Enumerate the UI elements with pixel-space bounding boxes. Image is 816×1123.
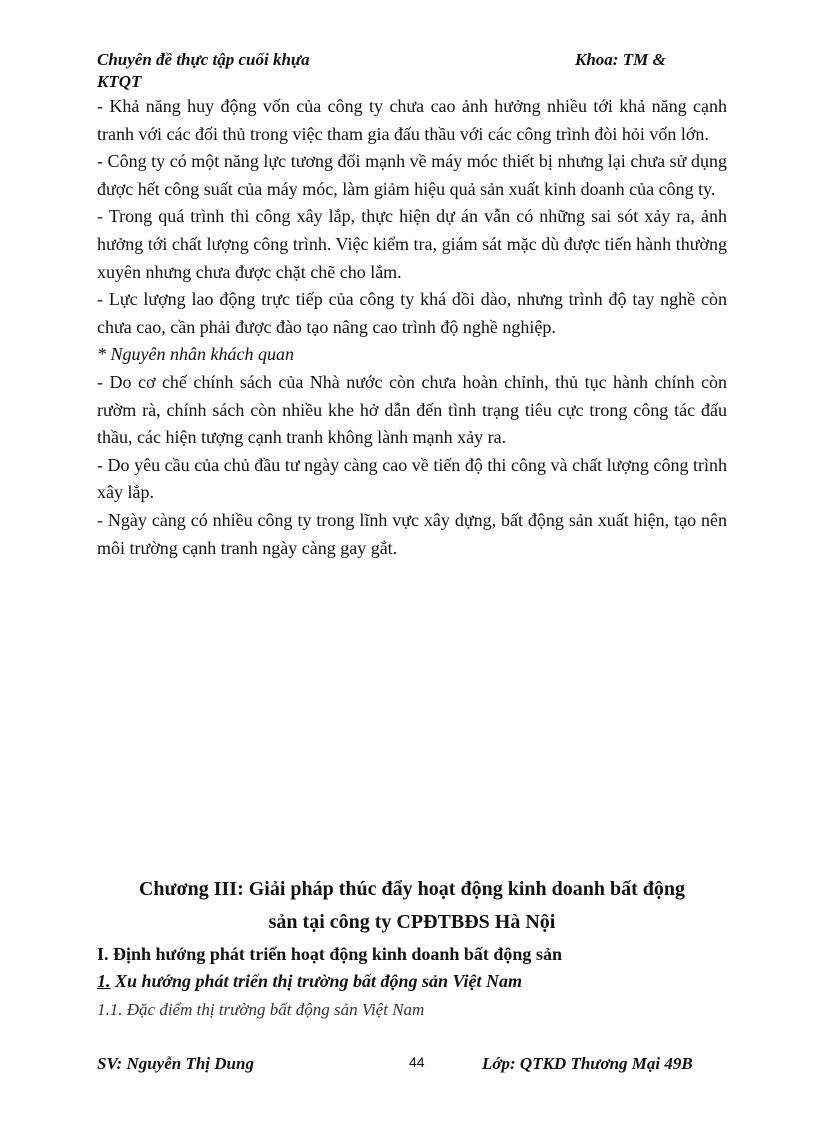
- paragraph: - Khả năng huy động vốn của công ty chưa cao ảnh hưởng nhiều tới khả năng cạnh tranh với các đối thủ trong việc tham gia đấu thầu với các công trình đòi hỏi vốn lớn.: [97, 96, 727, 144]
- paragraph: - Công ty có một năng lực tương đối mạnh về máy móc thiết bị nhưng lại chưa sử dụng được hết công suất của máy móc, làm giảm hiệu quả sản xuất kinh doanh của công ty.: [97, 151, 727, 199]
- footer-student: SV: Nguyễn Thị Dung: [97, 1054, 254, 1073]
- section-heading: I. Định hướng phát triển hoạt động kinh doanh bất động sản: [97, 944, 562, 964]
- paragraph: - Do cơ chế chính sách của Nhà nước còn chưa hoàn chỉnh, thủ tục hành chính còn rườm rà, chính sách còn nhiều khe hở dẫn đến tình trạng tiêu cực trong công tác đấu thầu, các hiện tượng cạnh tranh không lành mạnh xảy ra.: [97, 371, 727, 448]
- header-faculty-continued: KTQT: [97, 72, 142, 91]
- subsection-number: 1.: [97, 971, 111, 991]
- paragraph: - Ngày càng có nhiều công ty trong lĩnh vực xây dựng, bất động sản xuất hiện, tạo nên môi trường cạnh tranh ngày càng gay gắt.: [97, 509, 727, 558]
- subsection-heading: [97, 968, 522, 994]
- paragraph: - Trong quá trình thi công xây lắp, thực hiện dự án vẫn có những sai sót xảy ra, ảnh hưởng tới chất lượng công trình. Việc kiểm tra, giám sát mặc dù được tiến hành thường xuyên nhưng chưa được chặt chẽ cho lắm.: [97, 206, 727, 282]
- subsubsection-heading: 1.1. Đặc điểm thị trường bất động sản Việt Nam: [97, 1000, 425, 1019]
- objective-causes-heading: * Nguyên nhân khách quan: [97, 344, 294, 365]
- subsection-title: Xu hướng phát triển thị trường bất động sản Việt Nam: [110, 971, 523, 991]
- chapter-title: [97, 873, 727, 939]
- header-faculty: Khoa: TM &: [575, 50, 666, 69]
- body-text: [97, 93, 727, 562]
- chapter-title-line-1: Chương III: Giải pháp thúc đẩy hoạt động kinh doanh bất động: [138, 878, 686, 900]
- paragraph: - Do yêu cầu của chủ đầu tư ngày càng cao về tiến độ thi công và chất lượng công trình xây lắp.: [97, 454, 727, 503]
- footer-class: Lớp: QTKD Thương Mại 49B: [482, 1054, 693, 1073]
- paragraph: - Lực lượng lao động trực tiếp của công ty khá dồi dào, nhưng trình độ tay nghề còn chưa cao, cần phải được đào tạo nâng cao trình độ nghề nghiệp.: [97, 289, 727, 337]
- page-number: 44: [409, 1054, 425, 1070]
- chapter-title-line-2: sản tại công ty CPĐTBĐS Hà Nội: [268, 911, 556, 933]
- header-title: Chuyên đề thực tập cuối khựa: [97, 50, 310, 69]
